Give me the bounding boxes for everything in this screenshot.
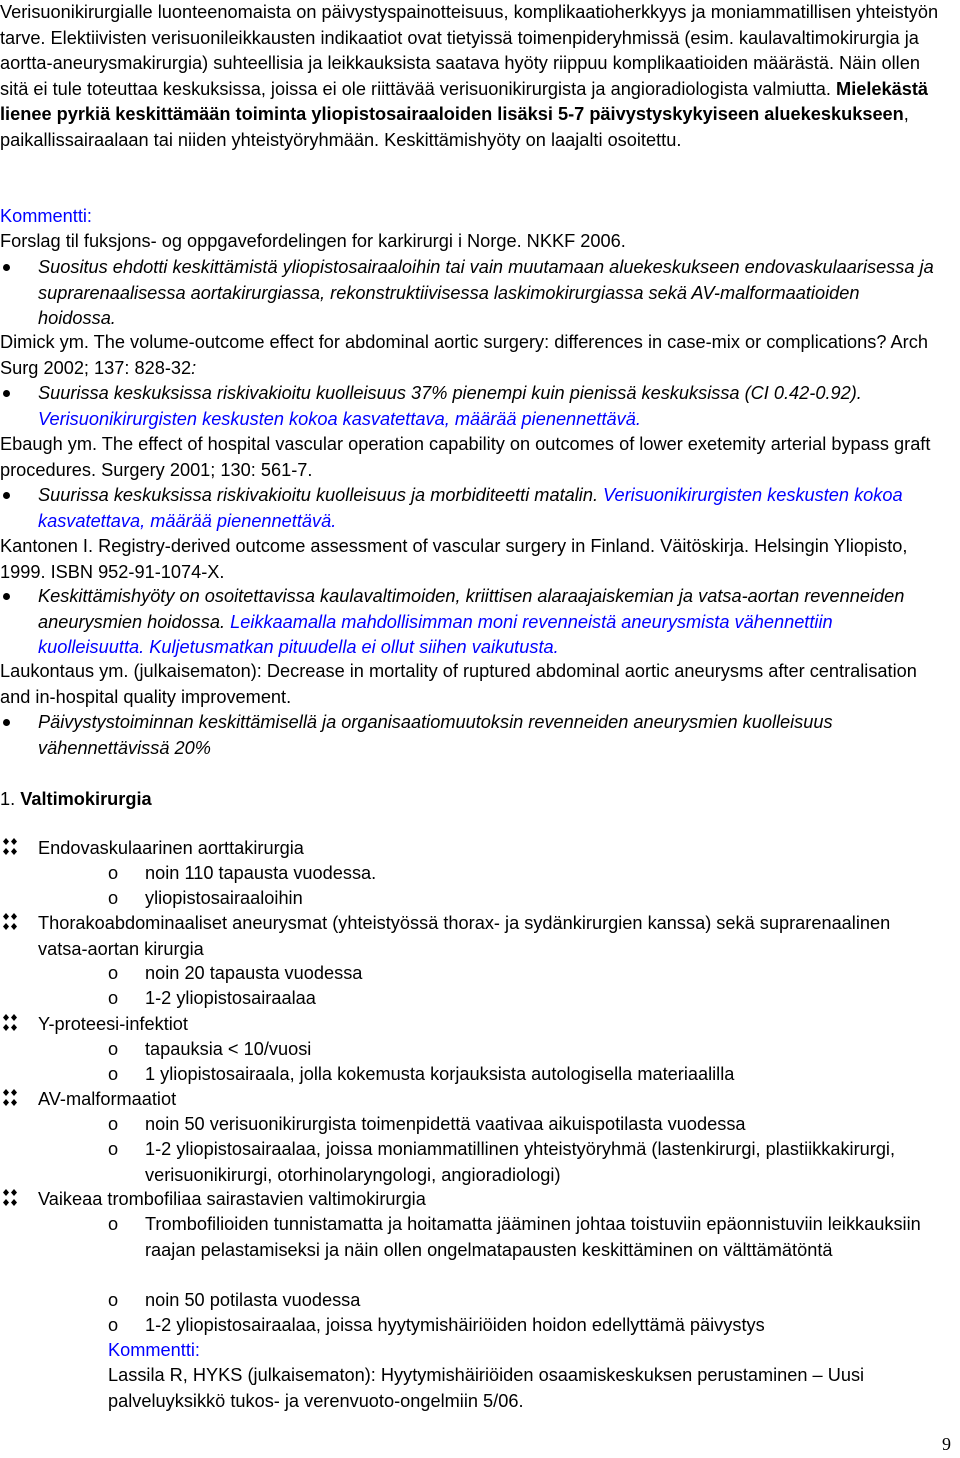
- intro-bold-recommendation: Mielekästä lienee pyrkiä keskittämään toiminta yliopistosairaaloiden lisäksi 5-7 päivystyskykyiseen aluekeskukseen: [0, 78, 929, 124]
- list-item: AV-malformaatiot: [0, 1087, 940, 1113]
- sub-item: o 1-2 yliopistosairaalaa, joissa moniammatillinen yhteistyöryhmä (lastenkirurgi, plastiikkakirurgi, verisuonikirurgi, otorhinolaryngologi, angioradiologi): [108, 1139, 896, 1185]
- sub-item: o 1 yliopistosairaala, jolla kokemusta korjauksista autologisella materiaalilla: [108, 1064, 735, 1084]
- list-item: Suurissa keskuksissa riskivakioitu kuolleisuus ja morbiditeetti matalin. Verisuonikirurgisten keskusten kokoa kasvatettava, määrää pienennettävä.: [0, 483, 940, 534]
- reference-kantonen-bullets: [0, 584, 940, 661]
- list-item: Suurissa keskuksissa riskivakioitu kuolleisuus 37% pienempi kuin pienissä keskuksissa (CI 0.42-0.92). Verisuonikirurgisten keskusten kokoa kasvatettava, määrää pienennettävä.: [0, 381, 940, 432]
- reference-ebaugh: Ebaugh ym. The effect of hospital vascular operation capability on outcomes of lower exetemity arterial bypass graft procedures. Surgery 2001; 130: 561-7.: [0, 434, 931, 480]
- list-item: Thorakoabdominaaliset aneurysmat (yhteistyössä thorax- ja sydänkirurgien kanssa) sekä suprarenaalinen vatsa-aortan kirurgia: [0, 911, 940, 962]
- reference-dimick: Dimick ym. The volume-outcome effect for abdominal aortic surgery: differences in case-mix or complications? Arch Surg 2002; 137: 828-32:: [0, 332, 928, 378]
- sub-item: o 1-2 yliopistosairaalaa: [108, 988, 316, 1008]
- sub-item: o yliopistosairaaloihin: [108, 888, 303, 908]
- sub-item: o noin 50 potilasta vuodessa: [108, 1290, 361, 1310]
- intro-paragraph: Verisuonikirurgialle luonteenomaista on päivystyspainotteisuus, komplikaatioherkkyys ja moniammatillisen yhteistyön tarve. Elektiivisten verisuonileikkausten indikaatiot ovat tietyissä toimenpideryhmissä (esim. kaulavaltimokirurgia ja aortta-aneurysmakirurgia) suhteellisia ja leikkauksista saatava hyöty riippuu komplikaatioiden määrästä. Näin ollen sitä ei tule toteuttaa keskuksissa, joissa ei ole riittävää verisuonikirurgista ja angioradiologista valmiutta. Mielekästä lienee pyrkiä keskittämään toiminta yliopistosairaaloiden lisäksi 5-7 päivystyskykyiseen aluekeskukseen, paikallissairaalaan tai niiden yhteistyöryhmään. Keskittämishyöty on laajalti osoitettu.: [0, 2, 939, 150]
- diamond-bullet-icon: [1, 837, 19, 857]
- section-title: Valtimokirurgia: [20, 789, 152, 809]
- reference-norway-bullets: [0, 255, 940, 332]
- diamond-bullet-icon: [1, 912, 19, 932]
- reference-dimick-bullets: [0, 381, 940, 432]
- diamond-bullet-icon: [1, 1013, 19, 1033]
- comment-label: Kommentti:: [108, 1340, 200, 1360]
- list-item: Y-proteesi-infektiot: [0, 1012, 940, 1038]
- list-item: Päivystystoiminnan keskittämisellä ja organisaatiomuutoksin revenneiden aneurysmien kuolleisuus vähennettävissä 20%: [0, 710, 940, 761]
- reference-norway: Forslag til fuksjons- og oppgavefordelingen for karkirurgi i Norge. NKKF 2006.: [0, 231, 626, 251]
- diamond-bullet-icon: [1, 1188, 19, 1208]
- sub-item: o Trombofilioiden tunnistamatta ja hoitamatta jääminen johtaa toistuviin epäonnistuviin leikkauksiin raajan pelastamiseksi ja näin ollen ongelmatapausten keskittäminen on välttämätöntä: [108, 1214, 921, 1260]
- reference-ebaugh-bullets: [0, 483, 940, 534]
- reference-kantonen: Kantonen I. Registry-derived outcome assessment of vascular surgery in Finland. Väitöskirja. Helsingin Yliopisto, 1999. ISBN 952-91-1074-X.: [0, 536, 908, 582]
- reference-laukontaus: Laukontaus ym. (julkaisematon): Decrease in mortality of ruptured abdominal aortic aneurysms after centralisation and in-hospital quality improvement.: [0, 661, 917, 707]
- list-item: Vaikeaa trombofiliaa sairastavien valtimokirurgia: [0, 1187, 940, 1213]
- sub-item: o noin 110 tapausta vuodessa.: [108, 863, 377, 883]
- sub-item: o noin 20 tapausta vuodessa: [108, 963, 363, 983]
- sub-item: o tapauksia < 10/vuosi: [108, 1039, 312, 1059]
- section-heading: [0, 787, 940, 813]
- comment-reference-lassila: Lassila R, HYKS (julkaisematon): Hyytymishäiriöiden osaamiskeskuksen perustaminen – Uusi palveluyksikkö tukos- ja verenvuoto-ongelmiin 5/06.: [108, 1365, 865, 1411]
- reference-laukontaus-bullets: [0, 710, 940, 761]
- sub-item: o 1-2 yliopistosairaalaa, joissa hyytymishäiriöiden hoidon edellyttämä päivystys: [108, 1315, 765, 1335]
- list-item: Keskittämishyöty on osoitettavissa kaulavaltimoiden, kriittisen alaraajaiskemian ja vatsa-aortan revenneiden aneurysmien hoidossa. Leikkaamalla mahdollisimman moni revenneistä aneurysmista vähennettiin kuolleisuutta. Kuljetusmatkan pituudella ei ollut siihen vaikutusta.: [0, 584, 940, 661]
- page-number: 9: [942, 1434, 951, 1454]
- section-number: 1.: [0, 789, 16, 809]
- sub-item: o noin 50 verisuonikirurgista toimenpidettä vaativaa aikuispotilasta vuodessa: [108, 1114, 746, 1134]
- comment-label: Kommentti:: [0, 206, 92, 226]
- list-item: Suositus ehdotti keskittämistä yliopistosairaaloihin tai vain muutamaan aluekeskukseen endovaskulaarisessa ja suprarenaalisessa aortakirurgiassa, rekonstruktiivisessa laskimokirurgiassa sekä AV-malformaatioiden hoidossa.: [0, 255, 940, 332]
- list-item: Endovaskulaarinen aorttakirurgia: [0, 836, 940, 862]
- diamond-bullet-icon: [1, 1088, 19, 1108]
